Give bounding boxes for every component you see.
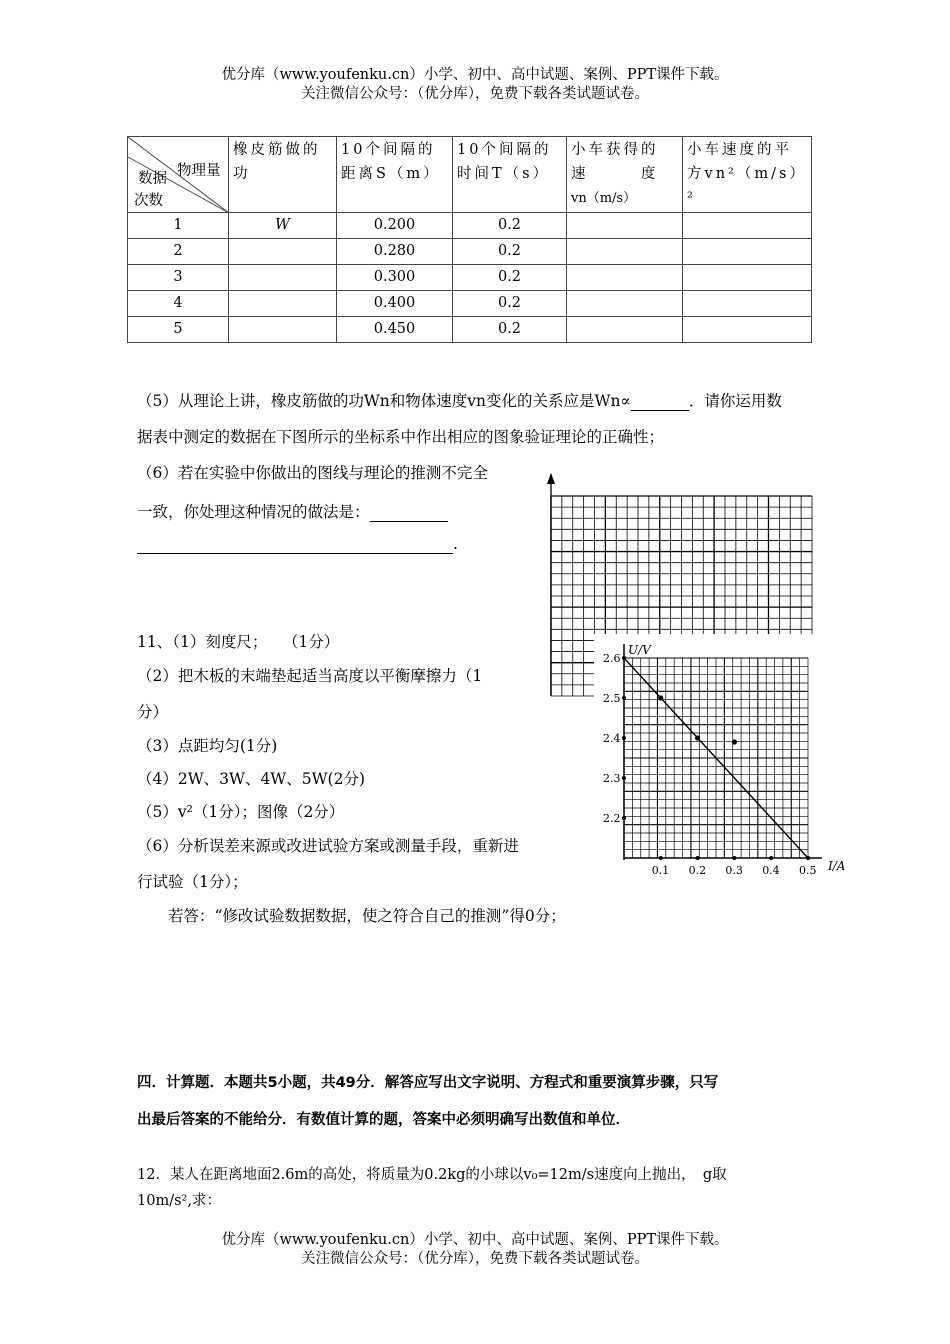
x-tick-label: 0.2: [688, 864, 707, 877]
table-row: 1 W 0.200 0.2: [128, 213, 812, 239]
data-table: [127, 136, 812, 343]
y-tick-dot: [622, 776, 626, 780]
col-header-work: 橡皮筋做的 功: [229, 137, 337, 213]
section-4-line-1: 四．计算题．本题共5小题，共49分．解答应写出文字说明、方程式和重要演算步骤，只写: [137, 1075, 719, 1091]
answer-11-3: （3）点距均匀(1分): [137, 737, 278, 755]
y-tick-label: 2.3: [603, 772, 621, 785]
diag-mid-label: 数据: [138, 171, 167, 187]
q5-line-2: 据表中测定的数据在下图所示的坐标系中作出相应的图象验证理论的正确性；: [137, 428, 665, 446]
q6-answer-blank-2[interactable]: [137, 535, 453, 554]
y-tick-dot: [622, 816, 626, 820]
header-line-1: 优分库（www.youfenku.cn）小学、初中、高中试题、案例、PPT课件下载。: [221, 67, 729, 83]
col-header-velocity-sq: 小车速度的平 方vn²（m/s）²: [683, 137, 812, 213]
x-tick-label: 0.4: [762, 864, 780, 877]
section-4-line-2: 出最后答案的不能给分．有数值计算的题，答案中必须明确写出数值和单位．: [137, 1112, 630, 1128]
ui-chart: [598, 640, 846, 880]
y-axis-arrow-icon: [547, 473, 555, 484]
answer-11-6-line-1: （6）分析误差来源或改进试验方案或测量手段，重新进: [137, 837, 519, 855]
x-tick-label: 0.1: [651, 864, 670, 877]
data-point: [732, 739, 737, 744]
q6-line-3: .: [137, 535, 458, 554]
answer-11-6-line-2: 行试验（1分）；: [137, 873, 248, 891]
answer-11-5: （5）v²（1分）；图像（2分）: [137, 803, 345, 821]
table-row: 3 0.300 0.2: [128, 265, 812, 291]
table-row: 5 0.450 0.2: [128, 317, 812, 343]
table-row: 2 0.280 0.2: [128, 239, 812, 265]
data-point: [658, 695, 663, 700]
answer-11-2-line-2: 分）: [137, 703, 169, 721]
x-tick-label: 0.3: [725, 864, 743, 877]
data-point: [695, 735, 700, 740]
y-tick-label: 2.2: [603, 812, 621, 825]
footer-line-2: 关注微信公众号：（优分库），免费下载各类试题试卷。: [301, 1251, 649, 1267]
q5-answer-blank[interactable]: [631, 392, 689, 411]
answer-11-4: （4）2W、3W、4W、5W(2分): [137, 770, 365, 788]
y-axis-label: U/V: [628, 643, 651, 657]
q6-line-1: （6）若在实验中你做出的图线与理论的推测不完全: [137, 464, 488, 482]
q6-line-2: 一致，你处理这种情况的做法是：: [137, 500, 448, 522]
diag-top-label: 物理量: [177, 163, 221, 179]
table-header-row: [128, 137, 812, 213]
y-tick-label: 2.6: [603, 652, 621, 665]
diagonal-header-cell: [128, 137, 229, 213]
y-tick-label: 2.4: [603, 732, 621, 745]
y-tick-dot: [622, 736, 626, 740]
x-tick-dot: [769, 856, 773, 860]
diag-bottom-label: 次数: [134, 193, 163, 209]
answer-11-note: 若答：“修改试验数据数据，使之符合自己的推测”得0分；: [168, 907, 566, 925]
x-axis-label: I/A: [828, 859, 846, 873]
x-tick-dot: [732, 856, 736, 860]
y-tick-label: 2.5: [603, 692, 621, 705]
q12-line-1: 12．某人在距离地面2.6m的高处，将质量为0.2kg的小球以v₀=12m/s速度向上抛出， g取: [137, 1167, 727, 1183]
header-line-2: 关注微信公众号：（优分库），免费下载各类试题试卷。: [301, 86, 649, 102]
col-header-time: 10个间隔的 时间T（s）: [453, 137, 567, 213]
y-tick-dot: [622, 696, 626, 700]
answer-11-2-line-1: （2）把木板的末端垫起适当高度以平衡摩擦力（1: [137, 667, 483, 685]
q12-line-2: 10m/s²,求：: [137, 1193, 221, 1209]
col-header-velocity: 小车获得的 速 度 vn（m/s）: [567, 137, 683, 213]
answer-11-1: 11、（1）刻度尺； （1分）: [137, 633, 340, 651]
x-tick-label: 0.5: [799, 864, 817, 877]
col-header-distance: 10个间隔的 距离S（m）: [337, 137, 453, 213]
table-row: 4 0.400 0.2: [128, 291, 812, 317]
x-tick-dot: [696, 856, 700, 860]
footer-line-1: 优分库（www.youfenku.cn）小学、初中、高中试题、案例、PPT课件下载。: [221, 1232, 729, 1248]
q6-answer-blank-1[interactable]: [370, 503, 448, 522]
x-tick-dot: [659, 856, 663, 860]
q5-line-1: （5）从理论上讲，橡皮筋做的功Wn和物体速度vn变化的关系应是Wn∝ ．请你运用数: [137, 392, 782, 410]
